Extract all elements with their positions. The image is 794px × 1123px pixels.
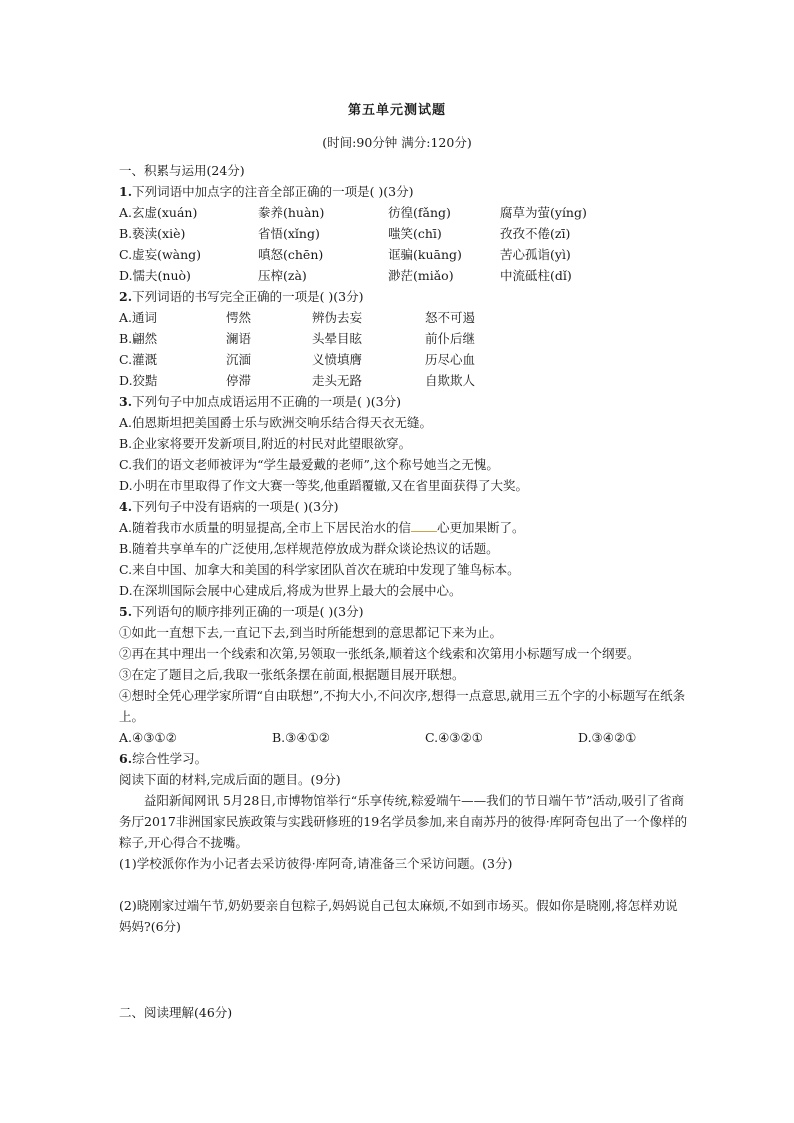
q2-cell: 辨伪去妄 bbox=[312, 310, 363, 325]
exam-content bbox=[119, 160, 689, 937]
q2-cell: 停滞 bbox=[226, 373, 252, 388]
q3-option: B.企业家将要开发新项目,附近的村民对此望眼欲穿。 bbox=[119, 436, 412, 451]
q2-cell: 澜语 bbox=[226, 331, 252, 346]
question-text: 下列句子中没有语病的一项是( )(3分) bbox=[132, 499, 339, 514]
q2-option-row bbox=[119, 307, 689, 328]
question-number: 1. bbox=[119, 184, 133, 199]
page-title: 第五单元测试题 bbox=[347, 103, 446, 118]
question-number: 6. bbox=[119, 751, 133, 766]
q2-option-row bbox=[119, 349, 689, 370]
section-heading-2: 二、阅读理解(46分) bbox=[119, 1005, 233, 1020]
q2-cell: 历尽心血 bbox=[425, 352, 476, 367]
exam-info: (时间:90分钟 满分:120分) bbox=[322, 135, 472, 150]
q2-cell: 自欺欺人 bbox=[425, 373, 476, 388]
q6-subquestion-2: (2)晓刚家过端午节,奶奶要亲自包粽子,妈妈说自己包太麻烦,不如到市场买。假如你是晓刚,将怎样劝说妈妈?(6分) bbox=[119, 898, 678, 934]
question-number: 2. bbox=[119, 289, 133, 304]
q4-option-a-end: 心更加果断了。 bbox=[436, 520, 525, 535]
q1-cell: 豢养(huàn) bbox=[258, 205, 325, 220]
q6-material: 益阳新闻网讯 5月28日,市博物馆举行“乐享传统,粽爱端午——我们的节日端午节”活动,吸引了省商务厅2017非洲国家民族政策与实践研修班的19名学员参加,来自南苏丹的彼得·库阿奇包出了一个像样的粽子,开心得合不拢嘴。 bbox=[119, 793, 688, 850]
q2-cell: 走头无路 bbox=[312, 373, 363, 388]
q1-cell: 苦心孤诣(yì) bbox=[500, 247, 571, 262]
question-2-stem bbox=[119, 286, 689, 307]
q1-cell: B.亵渎(xiè) bbox=[119, 226, 186, 241]
q3-option: D.小明在市里取得了作文大赛一等奖,他重蹈覆辙,又在省里面获得了大奖。 bbox=[119, 478, 528, 493]
q1-cell: 嗤笑(chī) bbox=[388, 226, 442, 241]
q5-option: D.③④②① bbox=[578, 730, 637, 745]
question-text: 综合性学习。 bbox=[132, 751, 208, 766]
q2-cell: A.通词 bbox=[119, 310, 158, 325]
q1-cell: 孜孜不倦(zī) bbox=[500, 226, 571, 241]
q1-option-row bbox=[119, 223, 689, 244]
q5-sentence: ③在定了题目之后,我取一张纸条摆在前面,根据题目展开联想。 bbox=[119, 667, 465, 682]
q1-cell: 彷徨(fǎng) bbox=[388, 205, 451, 220]
q5-sentence: ②再在其中理出一个线索和次第,另领取一张纸条,顺着这个线索和次第用小标题写成一个纲要。 bbox=[119, 646, 640, 661]
question-5-stem bbox=[119, 601, 689, 622]
q1-cell: 渺茫(miǎo) bbox=[388, 268, 454, 283]
q2-cell: 愕然 bbox=[226, 310, 252, 325]
question-text: 下列词语中加点字的注音全部正确的一项是( )(3分) bbox=[132, 184, 414, 199]
question-3-stem bbox=[119, 391, 689, 412]
q1-cell: 中流砥柱(dǐ) bbox=[500, 268, 572, 283]
q1-option-row bbox=[119, 202, 689, 223]
q2-option-row bbox=[119, 370, 689, 391]
q4-option: D.在深圳国际会展中心建成后,将成为世界上最大的会展中心。 bbox=[119, 583, 462, 598]
q2-cell: 前仆后继 bbox=[425, 331, 476, 346]
q1-cell: 嗔怒(chēn) bbox=[258, 247, 324, 262]
q5-sentence: ④想时全凭心理学家所谓“自由联想”,不拘大小,不问次序,想得一点意思,就用三五个字的小标题写在纸条上。 bbox=[119, 688, 686, 724]
question-text: 下列语句的顺序排列正确的一项是( )(3分) bbox=[132, 604, 364, 619]
q6-subquestion-1: (1)学校派你作为小记者去采访彼得·库阿奇,请准备三个采访问题。(3分) bbox=[119, 856, 513, 871]
question-number: 5. bbox=[119, 604, 133, 619]
q2-cell: 义愤填膺 bbox=[312, 352, 363, 367]
q1-cell: C.虚妄(wàng) bbox=[119, 247, 202, 262]
section-heading-1: 一、积累与运用(24分) bbox=[119, 163, 245, 178]
q2-cell: B.翩然 bbox=[119, 331, 158, 346]
q2-cell: C.灌溉 bbox=[119, 352, 158, 367]
q2-cell: 头晕目眩 bbox=[312, 331, 363, 346]
q2-cell: 沉湎 bbox=[226, 352, 252, 367]
q1-cell: D.懦夫(nuò) bbox=[119, 268, 191, 283]
q5-option: C.④③②① bbox=[425, 730, 483, 745]
q5-sentence: ①如此一直想下去,一直记下去,到当时所能想到的意思都记下来为止。 bbox=[119, 625, 502, 640]
question-number: 4. bbox=[119, 499, 133, 514]
q2-cell: 怒不可遏 bbox=[425, 310, 476, 325]
q4-option: C.来自中国、加拿大和美国的科学家团队首次在琥珀中发现了雏鸟标本。 bbox=[119, 562, 520, 577]
underline-mark bbox=[411, 521, 437, 532]
question-4-stem bbox=[119, 496, 689, 517]
q1-cell: 压榨(zà) bbox=[258, 268, 307, 283]
q5-option: A.④③①② bbox=[119, 730, 177, 745]
question-1-stem bbox=[119, 181, 689, 202]
q1-cell: 诓骗(kuāng) bbox=[388, 247, 462, 262]
q1-option-row bbox=[119, 244, 689, 265]
question-text: 下列句子中加点成语运用不正确的一项是( )(3分) bbox=[132, 394, 401, 409]
q1-cell: A.玄虚(xuán) bbox=[119, 205, 198, 220]
q2-cell: D.狡黠 bbox=[119, 373, 158, 388]
answer-space bbox=[119, 874, 689, 895]
q1-option-row bbox=[119, 265, 689, 286]
q3-option: A.伯恩斯坦把美国爵士乐与欧洲交响乐结合得天衣无缝。 bbox=[119, 415, 433, 430]
q3-option: C.我们的语文老师被评为“学生最爱戴的老师”,这个称号她当之无愧。 bbox=[119, 457, 499, 472]
q1-cell: 省悟(xǐng) bbox=[258, 226, 320, 241]
q5-option: B.③④①② bbox=[272, 730, 330, 745]
question-6-stem bbox=[119, 748, 689, 769]
question-text: 下列词语的书写完全正确的一项是( )(3分) bbox=[132, 289, 364, 304]
q5-options bbox=[119, 727, 689, 748]
q4-option: B.随着共享单车的广泛使用,怎样规范停放成为群众谈论热议的话题。 bbox=[119, 541, 499, 556]
question-number: 3. bbox=[119, 394, 133, 409]
q2-option-row bbox=[119, 328, 689, 349]
q6-intro: 阅读下面的材料,完成后面的题目。(9分) bbox=[119, 772, 341, 787]
q1-cell: 腐草为萤(yíng) bbox=[500, 205, 587, 220]
q4-option-a-start: A.随着我市水质量的明显提高,全市上下居民治水的信 bbox=[119, 520, 411, 535]
q4-option bbox=[119, 517, 689, 538]
